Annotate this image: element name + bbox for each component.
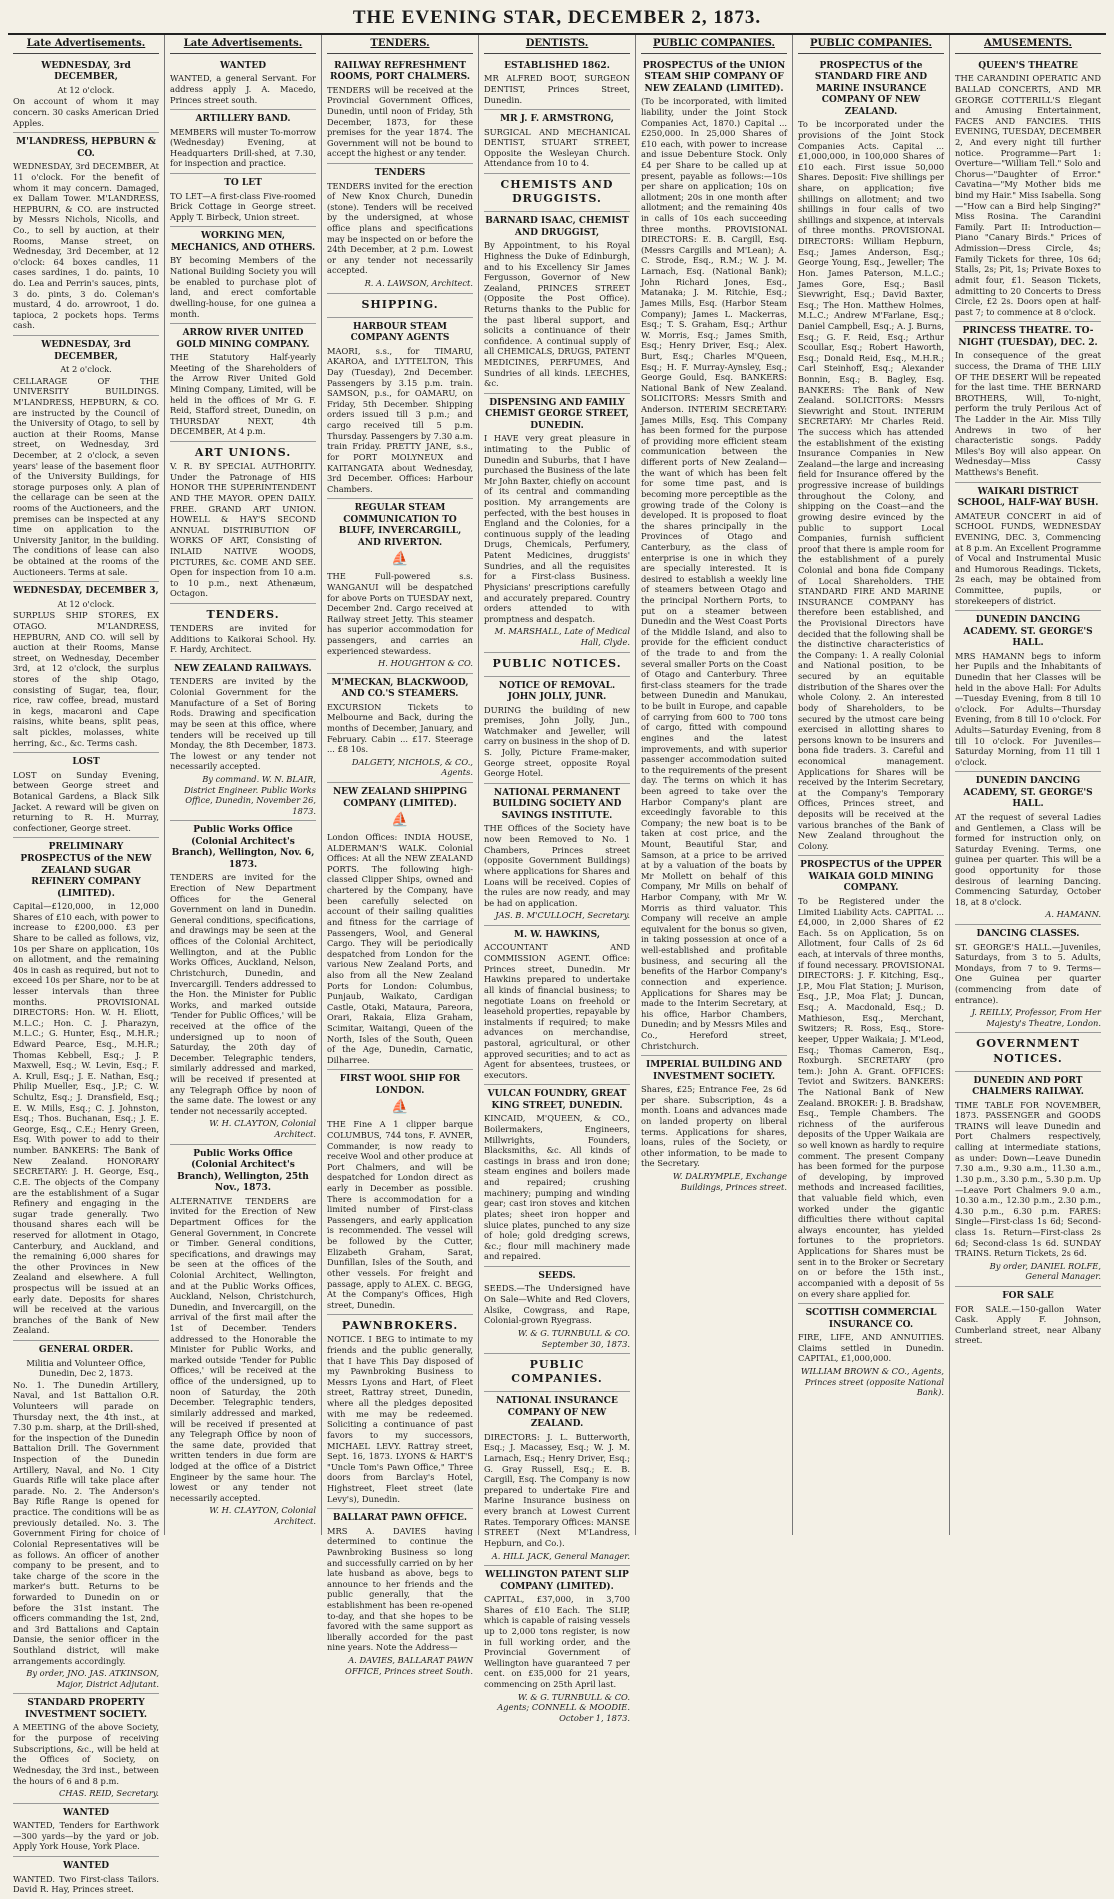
ad-title: WEDNESDAY, 3rd DECEMBER,: [41, 340, 131, 362]
ad-body: London Offices: INDIA HOUSE, ALDERMAN'S WALK. Colonial Offices: At all the NEW ZEALAND PORTS. The following high-classed Clipper Ships, owned and chartered by the Company, have been carefully selected on account of their sailing qualities and fitness for the carriage of Passengers, Wool, and General Cargo. They will be periodically despatched from London for the various New Zealand Ports, and also from all the New Zealand Ports for London: Columbus, Punjaub, Waikato, Cardigan Castle, Otaki, Mataura, Pareora, Orari, Rakaia, Eliza Graham, Scimitar, Waitangi, Queen of the North, Isles of the South, Queen of the Age, Dunedin, Carnatic, Dilharree.: [327, 832, 473, 1065]
column-header: TENDERS.: [327, 37, 473, 54]
ad-subtitle: At 12 o'clock.: [57, 598, 115, 609]
ad-title: STANDARD PROPERTY INVESTMENT SOCIETY.: [24, 1698, 148, 1720]
ad-body: A MEETING of the above Society, for the purpose of receiving Subscriptions, &c., will be held at the Offices of Society, on Wednesday, the 3rd inst., between the hours of 6 and 8 p.m.: [13, 1722, 159, 1786]
ad-title: WANTED: [62, 1861, 110, 1872]
advertisement: [955, 772, 1101, 925]
column-5: [636, 35, 793, 1535]
advertisement: [170, 604, 316, 660]
ad-body: MR ALFRED BOOT, SURGEON DENTIST, Princes Street, Dunedin.: [484, 73, 630, 105]
column-3: [322, 35, 479, 1676]
ad-signature: By command. W. N. BLAIR, District Engineer. Public Works Office, Dunedin, November 26, 1873.: [183, 773, 316, 816]
ad-title: TENDERS: [374, 168, 426, 179]
ad-body: TIME TABLE FOR NOVEMBER, 1873. PASSENGER and GOODS TRAINS will leave Dunedin and Port Chalmers respectively, calling at intermediate stations, as under: Down—Leave Dunedin 7.30 a.m., 9.30 a.m., 11.30 a.m., 1.30 p.m., 3.30 p.m., 5.30 p.m. Up—Leave Port Chalmers 9.0 a.m., 10.30 a.m., 12.30 p.m., 2.30 p.m., 4.30 p.m., 6.30 p.m. FARES: Single—First-class 1s 6d; Second-class 1s. Return—First-class 2s 6d; Second-class 1s 6d. SUNDAY TRAINS. Return Tickets, 2s 6d.: [955, 1099, 1101, 1259]
ad-title: M'MECKAN, BLACKWOOD, AND CO.'S STEAMERS.: [331, 677, 469, 700]
advertisement: [13, 753, 159, 838]
ad-body: WEDNESDAY, 3rd DECEMBER, At 11 o'clock. For the benefit of whom it may concern. Damaged, ex Dallam Tower. M'LANDRESS, HEPBURN, & CO. are instructed by Messrs Nichols, Nicolls, and Co., to sell by auction, at their Rooms, Manse street, on Wednesday, 3rd December, at 12 o'clock: 64 boxes candles, 11 cases sardines, 1 do. paints, 10 do. Lea and Perrin's sauces, pints, 3 do. pints, 3 do. Coleman's mustard, 4 do. arrowroot, 1 do. tapioca, 2 pockets hops. Terms cash.: [13, 161, 159, 331]
advertisement: [13, 1341, 159, 1694]
ad-body: THE Fine A 1 clipper barque COLUMBUS, 744 tons, F. AVNER, Commander, is now ready to receive Wool and other produce at Port Chalmers, and will be despatched for London direct as early in December as possible. There is accommodation for a limited number of First-class Passengers, and early application is recommended. The vessel will be followed by the Cutter, Elizabeth Graham, Sarat, Dunfillan, Isles of the South, and other vessels. For freight and passage, apply to ALEX. C. BEGG, At the Company's Offices, High street, Dunedin.: [327, 1119, 473, 1310]
ad-body: WANTED, Tenders for Earthwork—300 yards—by the yard or job. Apply York House, York Place.: [13, 1820, 159, 1852]
ad-body: DURING the building of new premises, John Jolly, Jun., Watchmaker and Jeweller, will carry on business in the shop of D. S. Jolly, Picture Frame-maker, George street, opposite Royal George Hotel.: [484, 704, 630, 779]
ad-body: AMATEUR CONCERT in aid of SCHOOL FUNDS, WEDNESDAY EVENING, DEC. 3, Commencing at 8 p.m. An Excellent Programme of Vocal and Instrumental Music and Humorous Readings. Tickets, 2s each, may be obtained from Committee, pupils, or storekeepers of district.: [955, 510, 1101, 606]
advertisement: [798, 57, 944, 857]
ad-body: Shares, £25; Entrance Fee, 2s 6d per share. Subscription, 4s a month. Loans and advances made on landed property on liberal terms. Applications for shares, loans, rules of the Society, or other information, to be made to the Secretary.: [641, 1084, 787, 1169]
advertisement: [641, 57, 787, 1056]
column-header: DENTISTS.: [484, 37, 630, 54]
ad-body: To be incorporated under the provisions of the Joint Stock Companies Acts. Capital ... £1,000,000, in 100,000 Shares of £10 each. First issue 50,000 Shares. Deposit: Five shillings per share, on application; five shillings on allotment; and two shillings in four calls of two shillings and sixpence, at intervals of three months. PROVISIONAL DIRECTORS: William Hepburn, Esq.; James Anderson, Esq.; George Young, Esq., Jeweller; The Hon. James Paterson, M.L.C.; James Gore, Esq.; Basil Sievwright, Esq.; David Baxter, Esq.; The Hon. Matthew Holmes, M.L.C.; Andrew M'Farlane, Esq.; Daniel Campbell, Esq.; A. J. Burns, Esq.; G. F. Reid, Esq.; Arthur Scoullar, Esq.; Robert Haworth, Esq.; Donald Reid, Esq., M.H.R.; Carl Steinhoff, Esq.; Alexander Bonnin, Esq.; B. Bagley, Esq. BANKERS: The Bank of New Zealand. SOLICITORS: Messrs Sievwright and Stout. INTERIM SECRETARY: Mr Charles Reid. The success which has attended the establishment of the existing Insurance Companies in New Zealand—the large and increasing field for Insurance offered by the progressive increase of buildings throughout the Colony, and shipping on the Coast—and the growing desire evinced by the public to support Local Companies, furnish sufficient proof that there is ample room for the establishment of a purely Colonial and bona fide Company of Local Shareholders. THE STANDARD FIRE AND MARINE INSURANCE COMPANY has therefore been established, and the Provisional Directors have decided that the following shall be the distinctive characteristics of the Company: 1. A really Colonial and National position, to be secured by an equitable distribution of the Shares over the whole Colony. 2. An interested body of Shareholders, to be secured by the utmost care being exercised in allotting shares to persons known to be insurers and bona fide traders. 3. Careful and economical management. Applications for Shares will be received by the Interim Secretary, at the Company's Temporary Offices, Princes street, and deposits will be received at the various branches of the Bank of New Zealand throughout the Colony.: [798, 119, 944, 851]
ad-signature: A. HAMANN.: [1045, 909, 1101, 920]
advertisement: [13, 1694, 159, 1803]
advertisement: [955, 611, 1101, 772]
advertisement: [13, 838, 159, 1341]
ad-title: PRELIMINARY PROSPECTUS of the NEW ZEALAND SUGAR REFINERY COMPANY (LIMITED).: [20, 842, 152, 899]
ad-body: On account of whom it may concern. 30 casks American Dried Apples.: [13, 96, 159, 128]
columns-container: [8, 35, 1106, 1895]
advertisement: [484, 174, 630, 212]
ad-body: WANTED. Two First-class Tailors. David R. Hay, Princes street.: [13, 1873, 159, 1895]
ad-body: SURPLUS SHIP STORES, EX OTAGO. M'LANDRESS, HEPBURN, AND CO. will sell by auction at their Rooms, Manse street, on Wednesday, December 3rd, at 12 o'clock, the surplus stores of the ship Otago, consisting of Sugar, tea, flour, rice, raw coffee, bread, mustard in kegs, macaroni and Cape raisins, white beans, split peas, salt pickles, molasses, white herring, &c., &c. Terms cash.: [13, 610, 159, 748]
ad-title: MR J. F. ARMSTRONG,: [500, 114, 614, 125]
ad-title: Public Works Office (Colonial Architect's Branch), Wellington, Nov. 6, 1873.: [171, 825, 315, 870]
section-heading: PUBLIC COMPANIES.: [511, 1358, 603, 1386]
ad-body: THE Offices of the Society have now been Removed to No. 1 Chambers, Princes street (opposite Government Buildings) where applications for Shares and Loans will be received. Copies of the rules are now ready, and may be had on application.: [484, 823, 630, 908]
ad-title: WELLINGTON PATENT SLIP COMPANY (LIMITED).: [485, 1570, 629, 1592]
ad-body: NOTICE. I BEG to intimate to my friends and the public generally, that I have This Day disposed of my Pawnbroking Business to Messrs Lyons and Hart, of Fleet street, Rattray street, Dunedin, where all the pledges deposited with me may be redeemed. Soliciting a continuance of past favors to my successors, MICHAEL LEVY. Rattray street, Sept. 16, 1873. LYONS & HART'S "Uncle Tom's Pawn Office," Three doors from Barclay's Hotel, Highstreet, Fleet street (late Levy's), Dunedin.: [327, 1334, 473, 1504]
advertisement: [955, 1072, 1101, 1287]
section-heading: PAWNBROKERS.: [341, 1319, 459, 1333]
ad-subtitle: Militia and Volunteer Office, Dunedin, Dec 2, 1873.: [26, 1357, 146, 1379]
ad-title: DUNEDIN DANCING ACADEMY, ST. GEORGE'S HALL.: [963, 776, 1093, 810]
ad-signature: M. MARSHALL, Late of Medical Hall, Clyde.: [494, 626, 630, 647]
advertisement: [484, 212, 630, 394]
ad-body: TENDERS are invited by the Colonial Government for the Manufacture of a Set of Boring Rods. Drawing and specification may be seen at this office, where tenders will be received up till Monday, the 8th December, 1873. The lowest or any tender not necessarily accepted.: [170, 676, 316, 772]
column-2: [165, 35, 322, 1535]
advertisement: [170, 110, 316, 174]
ad-body: MRS A. DAVIES having determined to continue the Pawnbroking Business so long and successfully carried on by her late husband as above, begs to announce to her friends and the public generally, that the establishment has been re-opened to-day, and that she hopes to be favored with the same support as liberally accorded for the past nine years. Note the Address—: [327, 1525, 473, 1653]
ad-signature: W. & G. TURNBULL & CO. September 30, 1873.: [517, 1327, 630, 1349]
ad-title: DANCING CLASSES.: [976, 929, 1080, 940]
ad-title: DUNEDIN AND PORT CHALMERS RAILWAY.: [972, 1075, 1084, 1098]
ad-signature: By order, JNO. JAS. ATKINSON, Major, District Adjutant.: [26, 1668, 159, 1689]
advertisement: [170, 1145, 316, 1531]
advertisement: [484, 1267, 630, 1354]
ad-signature: A. DAVIES, BALLARAT PAWN OFFICE, Princes street South.: [345, 1655, 473, 1676]
column-6: [793, 35, 950, 1535]
ad-body: MAORI, s.s., for TIMARU, AKAROA, and LYTTELTON, This Day (Tuesday), 2nd December. Passengers by 3.15 p.m. train. SAMSON, p.s., for OAMARU, on Friday, 5th December. Shipping orders issued till 3 p.m.; and cargo received till 5 p.m. Thursday. Passengers by 7.30 a.m. train Friday. PRETTY JANE, s.s., for PORT MOLYNEUX and KAITANGATA about Wednesday, 3rd December. Offices: Harbour Chambers.: [327, 345, 473, 494]
ad-body: EXCURSION Tickets to Melbourne and Back, during the months of December, January, and February. Cabin ... £17. Steerage ... £8 10s.: [327, 701, 473, 755]
ad-title: NEW ZEALAND RAILWAYS.: [174, 663, 312, 674]
advertisement: [327, 57, 473, 164]
ad-signature: W. & G. TURNBULL & CO. Agents; CONNELL & MOODIE. October 1, 1873.: [497, 1691, 630, 1723]
ad-body: MRS HAMANN begs to inform her Pupils and the Inhabitants of Dunedin that her Classes will be held in the above Hall: For Adults—Tuesday Evening, from 8 till 10 o'clock. For Adults—Thursday Evening, from 8 till 10 o'clock. For Adults—Saturday Evening, from 8 till 10 o'clock. For Juveniles—Saturday Morning, from 11 till 1 o'clock.: [955, 650, 1101, 767]
advertisement: [170, 821, 316, 1144]
advertisement: [13, 582, 159, 753]
advertisement: [484, 57, 630, 110]
advertisement: [955, 322, 1101, 482]
ship-icon: ⛵: [391, 551, 409, 568]
ad-body: FOR SALE.—150-gallon Water Cask. Apply F. Johnson, Cumberland street, near Albany street.: [955, 1303, 1101, 1346]
advertisement: [955, 1033, 1101, 1071]
ship-icon: ⛵: [391, 1099, 409, 1116]
ad-title: WANTED: [219, 60, 267, 71]
ad-title: QUEEN'S THEATRE: [978, 60, 1078, 71]
ad-title: RAILWAY REFRESHMENT ROOMS, PORT CHALMERS.: [330, 60, 470, 83]
ad-title: ARROW RIVER UNITED GOLD MINING COMPANY.: [176, 328, 310, 350]
ad-title: LOST: [72, 757, 100, 768]
ad-body: (To be incorporated, with limited liability, under the Joint Stock Companies Act, 1870.) Capital ... £250,000. In 25,000 Shares of £10 each, with power to increase and issue Debenture Stock. Only £4 per Share to be called up at present, payable as follows:—10s per share on application; 10s on allotment; 20s in one month after allotment; and the remaining 40s in calls of 10s each succeeding three months. PROVISIONAL DIRECTORS: E. B. Cargill, Esq. (Messrs Cargills and M'Lean); A. C. Strode, Esq., R.M.; W. J. M. Larnach, Esq. (National Bank); John Richard Jones, Esq., Matanaka; J. M. Ritchie, Esq.; James Mills, Esq. (Harbor Steam Company); James L. Mackerras, Esq.; T. S. Graham, Esq.; Arthur W. Morris, Esq.; James Smith, Esq.; Henry Driver, Esq.; Alex. Burt, Esq.; Charles M'Queen, Esq.; H. F. Murray-Aynsley, Esq.; George Gould, Esq. BANKERS: National Bank of New Zealand. SOLICITORS: Messrs Smith and Anderson. INTERIM SECRETARY: James Mills, Esq. This Company has been formed for the purpose of providing more efficient steam communication between the different ports of New Zealand—the want of which has been felt for some time past, and is becoming more perceptible as the growing trade of the Colony is developed. It is proposed to float the shares principally in the Provinces of Otago and Canterbury, as the class of enterprise is one in which they are specially interested. It is desired to establish a weekly line of steamers between Otago and the principal Northern Ports, to put on a steamer between Dunedin and the West Coast Ports of the Middle Island, and also to provide for the efficient conduct of the trade to and from the several smaller Ports on the Coast of Otago and Canterbury. Three first-class steamers for the trade between Dunedin and Manukau, to be built in Europe, and capable of carrying from 600 to 700 tons of cargo, fitted with compound engines and the latest improvements, and with superior passenger accommodation suited to the requirements of the present day. The terms on which it has been agreed to take over the Harbor Company's plant are exceedingly favorable to this Company; the new boat is to be taken at cost price, and the Mount, Beautiful Star, and Samson, at a price to be arrived at by a valuation of the boats by Mr Mollett on behalf of this Company, Mr Mills on behalf of Harbor Company, with Mr W. Morris as third valuator. This Company will receive an ample equivalent for the bonus so given, in taking possession at once of a well-established and profitable business, and securing all the benefits of the Harbor Company's connection and experience. Applications for Shares may be made to the Interim Secretary, at his office, Harbor Chambers, Dunedin; and by Messrs Miles and Co., Hereford street, Christchurch.: [641, 96, 787, 1051]
advertisement: [484, 653, 630, 677]
ad-title: PROSPECTUS of the UPPER WAIKAIA GOLD MINING COMPANY.: [800, 860, 942, 894]
advertisement: [484, 110, 630, 174]
ad-body: FIRE, LIFE, AND ANNUITIES. Claims settled in Dunedin. CAPITAL, £1,000,000.: [798, 1332, 944, 1364]
ad-signature: WILLIAM BROWN & CO., Agents, Princes street (opposite National Bank).: [800, 1365, 944, 1398]
advertisement: [327, 499, 473, 673]
ad-body: ALTERNATIVE TENDERS are invited for the Erection of New Department Offices for the General Government, in Concrete or Timber. General conditions, specifications, and drawings may be seen at the offices of the Colonial Architect, Wellington, and at the Public Works Offices, Auckland, Nelson, Christchurch, Dunedin, and Invercargill, on the arrival of the first mail after the 1st of December. Tenders addressed to the Honorable the Minister for Public Works, and marked outside 'Tender for Public Offices,' will be received at the office of the undersigned, up to noon of Saturday, the 20th December. Telegraphic tenders, similarly addressed and marked, will be received if presented at any Telegraph Office by noon of the same date, provided that written tenders in due form are lodged at the office of a District Engineer by the same hour. The lowest or any tender not necessarily accepted.: [170, 1195, 316, 1503]
ad-title: M'LANDRESS, HEPBURN & CO.: [16, 137, 156, 159]
ad-subtitle: At 12 o'clock.: [57, 84, 115, 95]
advertisement: [327, 1070, 473, 1315]
column-7: [950, 35, 1106, 1535]
advertisement: [484, 926, 630, 1085]
column-header: Late Advertisements.: [13, 37, 159, 54]
ad-signature: By order, DANIEL ROLFE, General Manager.: [989, 1260, 1101, 1282]
ad-title: ESTABLISHED 1862.: [504, 60, 610, 71]
ad-title: HARBOUR STEAM COMPANY AGENTS: [350, 321, 450, 344]
ad-body: No. 1. The Dunedin Artillery, Naval, and 1st Battalion O.R. Volunteers will parade on Thursday next, the 4th inst., at 7.30 p.m. sharp, at the Drill-shed, for the inspection of the Dunedin Battalion Drill. The Government Inspection of the Dunedin Artillery, Naval, and No. 1 City Guards Rifle will take place after parade. No. 2. The Anderson's Bay Rifle Range is opened for practice. The conditions will be as previously detailed. No. 3. The Government Firing for choice of Colonial Representatives will be as follows. An officer of another company to be present, and to take charge of the score in the marker's butt. Returns to be forwarded to Dunedin on or before the 31st instant. The officers commanding the 1st, 2nd, and 3rd Battalions and Captain Dansie, the senior officer in the Southland district, will make arrangements accordingly.: [13, 1379, 159, 1666]
ad-title: VULCAN FOUNDRY, GREAT KING STREET, DUNEDIN.: [487, 1089, 627, 1111]
column-header: PUBLIC COMPANIES.: [798, 37, 944, 54]
ad-body: TENDERS will be received at the Provincial Government Offices, Dunedin, until noon of Friday, 5th December, 1873, for these premises for the year 1874. The Government will not be bound to accept the highest or any tender.: [327, 84, 473, 159]
ship-icon: ⛵: [391, 812, 409, 829]
section-heading: GOVERNMENT NOTICES.: [976, 1037, 1080, 1065]
ad-title: SCOTTISH COMMERCIAL INSURANCE CO.: [805, 1308, 937, 1330]
ad-title: WAIKARI DISTRICT SCHOOL, HALF-WAY BUSH.: [957, 486, 1099, 509]
advertisement: [484, 1566, 630, 1727]
ad-title: PROSPECTUS of the STANDARD FIRE AND MARINE INSURANCE COMPANY OF NEW ZEALAND.: [814, 60, 928, 117]
ad-signature: W. H. CLAYTON, Colonial Architect.: [209, 1118, 316, 1140]
advertisement: [798, 856, 944, 1304]
ad-title: REGULAR STEAM COMMUNICATION TO BLUFF, INVERCARGILL, AND RIVERTON.: [338, 503, 462, 548]
ad-title: WANTED: [62, 1807, 110, 1818]
section-heading: CHEMISTS AND DRUGGISTS.: [500, 178, 614, 206]
advertisement: [327, 1315, 473, 1509]
ad-body: I HAVE very great pleasure in intimating to the Public of Dunedin and Suburbs, that I have purchased the Business of the late Mr John Baxter, chiefly on account of its central and commanding position. My arrangements are perfected, with the best houses in England and the Colonies, for a continuous supply of the leading Drugs, Chemicals, Perfumery, Patent Medicines, druggists' Sundries, and all the requisites for a First-class Business. Physicians' prescriptions carefully and accurately prepared. Country orders attended to with promptness and despatch.: [484, 433, 630, 624]
advertisement: [170, 174, 316, 227]
ad-body: THE Full-powered s.s. WANGANUI will be despatched for above Ports on TUESDAY next, December 2nd. Cargo received at Railway street Jetty. This steamer has superior accommodation for passengers, and carries an experienced stewardess.: [327, 571, 473, 656]
masthead: THE EVENING STAR, DECEMBER 2, 1873.: [8, 4, 1106, 35]
ad-title: WEDNESDAY, 3rd DECEMBER,: [41, 60, 131, 83]
advertisement: [170, 227, 316, 324]
ad-body: Capital—£120,000, in 12,000 Shares of £10 each, with power to increase to £200,000. £3 per Share to be called as follows, viz, 10s per Share on application, 10s on allotment, and the remaining 40s in cash as required, but not to exceed 10s per Share, nor to be at lesser intervals than three months. PROVISIONAL DIRECTORS: Hon. W. H. Eliott, M.L.C.; Hon. C. J. Pharazyn, M.L.C.; G. Hunter, Esq., M.H.R.; Edward Pearce, Esq., M.H.R.; Thomas Kebbell, Esq.; J. P. Maxwell, Esq.; W. Levin, Esq.; F. A. Krull, Esq.; J. E. Nathan, Esq.; Philip Mueller, Esq., J.P.; C. W. Schultz, Esq.; J. Dransfield, Esq.; E. W. Mills, Esq.; C. J. Johnston, Esq.; Thos. Buchanan, Esq.; J. E. George, Esq., C.E.; Henry Green, Esq. With power to add to their number. BANKERS: The Bank of New Zealand. HONORARY SECRETARY: J. H. George, Esq., C.E. The objects of the Company are the establishment of a Sugar Refinery and engaging in the sugar trade generally. Two thousand shares each will be reserved for allotment in Otago, Canterbury, and Auckland, and the remaining 6,000 shares for the other Provinces in New Zealand and elsewhere. A full prospectus will be issued at an early date. Deposits for shares will be received at the various branches of the Bank of New Zealand.: [13, 901, 159, 1336]
advertisement: [170, 57, 316, 110]
column-4: [479, 35, 636, 1723]
advertisement: [484, 784, 630, 926]
ad-title: WEDNESDAY, DECEMBER 3,: [13, 586, 159, 597]
advertisement: [955, 57, 1101, 323]
ad-signature: CHAS. REID, Secretary.: [58, 1788, 159, 1799]
ad-title: GENERAL ORDER.: [38, 1345, 134, 1356]
ad-signature: JAS. B. M'CULLOCH, Secretary.: [495, 910, 630, 921]
ad-title: NEW ZEALAND SHIPPING COMPANY (LIMITED).: [332, 787, 468, 809]
advertisement: [484, 1392, 630, 1566]
section-heading: ART UNIONS.: [194, 446, 292, 460]
ad-body: LOST on Sunday Evening, between George street and Botanical Gardens, a Black Silk Jacket. A reward will be given on returning to R. H. Murray, confectioner, George street.: [13, 769, 159, 833]
ad-title: SEEDS.: [538, 1270, 576, 1281]
section-heading: TENDERS.: [206, 608, 280, 622]
section-heading: PUBLIC NOTICES.: [492, 656, 622, 670]
ad-body: TENDERS invited for the erection of New Knox Church, Dunedin (stone). Tenders will be received by the undersigned, at whose office plans and specifications may be inspected on or before the 24th December, at 2 p.m. Lowest or any tender not necessarily accepted.: [327, 180, 473, 276]
ad-subtitle: At 2 o'clock.: [60, 364, 112, 375]
ad-body: In consequence of the great success, the Drama of THE LILY OF THE DESERT Will be repeated for the last time. THE BERNARD BROTHERS, Will, To-night, perform the truly Perilous Act of The Ladder in the Air. Miss Tilly Andrews in two of her characteristic songs. Paddy Miles's Boy will also appear. On Wednesday—Miss Cassy Matthews's Benefit.: [955, 350, 1101, 478]
ad-signature: W. DALRYMPLE, Exchange Buildings, Princes street.: [672, 1171, 787, 1192]
advertisement: [327, 783, 473, 1070]
ad-title: TO LET: [224, 178, 262, 189]
ad-body: To be Registered under the Limited Liability Acts. CAPITAL ... £4,000, in 2,000 Shares of £2 Each. 5s on Application, 5s on Allotment, four Calls of 2s 6d each, at intervals of three months, if found necessary. PROVISIONAL DIRECTORS: J. F. Kitching, Esq., J.P., Mou Flat Station; J. Murison, Esq., J.P., Moa Flat; J. Duncan, Esq.; A. Macdonald, Esq.; D. Mathieson, Esq., Merchant, Switzers; R. Ross, Esq., Store-keeper, Upper Waikaia; J. M'Leod, Esq.; Thomas Cameron, Esq., Roxburgh. SECRETARY (pro tem.): John A. Grant. OFFICES: Teviot and Switzers. BANKERS: The National Bank of New Zealand. BROKER: J. B. Bradshaw, Esq., Temple Chambers. The richness of the auriferous deposits of the Upper Waikaia are so well known as hardly to require comment. The present Company has been formed for the purpose of developing, by improved methods and increased facilities, that valuable field which, even worked under the gigantic difficulties there without capital always encounter, has yielded fortunes to the proprietors. Applications for Shares must be sent in to the Broker or Secretary on or before the 15th inst., accompanied with a deposit of 5s on every share applied for.: [798, 895, 944, 1299]
ad-title: M. W. HAWKINS,: [514, 929, 600, 940]
ad-title: NATIONAL INSURANCE COMPANY OF NEW ZEALAND.: [496, 1396, 618, 1430]
ad-body: CELLARAGE OF THE UNIVERSITY BUILDINGS. M'LANDRESS, HEPBURN, & CO. are instructed by the Council of the University of Otago, to sell by auction at their Rooms, Manse street, on Wednesday, 3rd December, at 2 o'clock, a seven years' lease of the basement floor of the University Buildings, for storage purposes only. A plan of the cellarage can be seen at the rooms of the Auctioneers, and the premises can be inspected at any time on application to the University Janitor, in the building. The conditions of lease can also be obtained at the rooms of the Auctioneers. Terms at sale.: [13, 375, 159, 577]
ad-title: ARTILLERY BAND.: [195, 114, 291, 125]
ad-body: SEEDS.—The Undersigned have On Sale—White and Red Clovers, Alsike, Cowgrass, and Rape, Colonial-grown Ryegrass.: [484, 1283, 630, 1326]
ad-title: PRINCESS THEATRE. TO-NIGHT (TUESDAY), DEC. 2.: [958, 326, 1098, 348]
ad-body: THE CARANDINI OPERATIC AND BALLAD CONCERTS, AND MR GEORGE COTTERILL'S Elegant and Amusing Entertainment, FACES AND FANCIES. THIS EVENING, TUESDAY, DECEMBER 2, And every night till further notice. Programme—Part 1: Overture—"William Tell." Solo and Chorus—"Daughter of Error." Cavatina—"My Mother bids me bind my Hair." Miss Isabella. Song—"How can a Bird help Singing?" Miss Rosina. The Carandini Family. Part II: Introduction—Piano "Canary Birds." Prices of Admission—Dress Circle, 4s; Family Tickets for three, 10s 6d; Stalls, 2s; Pit, 1s; Private Boxes to admit four, £1. Season Tickets, admitting to 20 Concerts to Dress Circle, £2 2s. Doors open at half-past 7; to commence at 8 o'clock.: [955, 73, 1101, 317]
ad-title: DUNEDIN DANCING ACADEMY. ST. GEORGE'S HALL.: [963, 615, 1093, 649]
ad-title: Public Works Office (Colonial Architect's Branch), Wellington, 25th Nov., 1873.: [177, 1148, 309, 1194]
advertisement: [13, 1804, 159, 1857]
advertisement: [13, 1857, 159, 1899]
ad-title: IMPERIAL BUILDING AND INVESTMENT SOCIETY.: [645, 1060, 782, 1082]
ad-body: SURGICAL AND MECHANICAL DENTIST, STUART STREET, Opposite the Wesleyan Church. Attendance from 10 to 4.: [484, 126, 630, 169]
advertisement: [641, 1056, 787, 1196]
column-header: AMUSEMENTS.: [955, 37, 1101, 54]
column-header: Late Advertisements.: [170, 37, 316, 54]
ad-body: ST. GEORGE'S HALL.—Juveniles, Saturdays, from 3 to 5. Adults, Mondays, from 7 to 9. Terms—One Guinea per quarter (commencing from date of entrance).: [955, 941, 1101, 1005]
ad-signature: H. HOUGHTON & CO.: [378, 658, 473, 669]
ad-title: NATIONAL PERMANENT BUILDING SOCIETY AND SAVINGS INSTITUTE.: [492, 787, 622, 821]
ad-body: CAPITAL, £37,000, in 3,700 Shares of £10 Each. The SLIP, which is capable of raising vessels up to 2,000 tons register, is now in full working order, and the Provincial Government of Wellington have guaranteed 7 per cent. on £35,000 for 21 years, commencing on 25th April last.: [484, 1594, 630, 1690]
advertisement: [955, 483, 1101, 612]
advertisement: [798, 1304, 944, 1402]
advertisement: [955, 1287, 1101, 1350]
ad-body: DIRECTORS: J. L. Butterworth, Esq.; J. Macassey, Esq.; W. J. M. Larnach, Esq.; Henry Driver, Esq.; G. Gray Russell, Esq.; E. B. Cargill, Esq. The Company is now prepared to undertake Fire and Marine Insurance business on every branch at Lowest Current Rates. Temporary Offices: MANSE STREET (Next M'Landress, Hepburn, and Co.).: [484, 1431, 630, 1548]
ad-body: KINCAID, M'QUEEN, & CO., Boilermakers, Engineers, Millwrights, Founders, Blacksmiths, &c. All kinds of castings in brass and iron done; steam engines and boilers made and repaired; crushing machinery; pumping and winding gear; cast iron stoves and kitchen plates; sheet iron hopper and sluice plates, punched to any size of hole; gold dredging screws, &c.; flour mill machinery made and repaired.: [484, 1113, 630, 1262]
advertisement: [327, 1509, 473, 1680]
advertisement: [484, 394, 630, 653]
advertisement: [170, 324, 316, 442]
ad-signature: R. A. LAWSON, Architect.: [364, 278, 473, 289]
ad-title: BARNARD ISAAC, CHEMIST AND DRUGGIST,: [485, 216, 629, 238]
advertisement: [13, 336, 159, 582]
ad-signature: DALGETY, NICHOLS, & CO., Agents.: [351, 756, 473, 778]
ad-body: BY becoming Members of the National Building Society you will be enabled to purchase plot of land, and erect comfortable dwelling-house, for one guinea a month.: [170, 255, 316, 319]
ad-body: TO LET—A first-class Five-roomed Brick Cottage in George street. Apply T. Birbeck, Union street.: [170, 190, 316, 222]
ad-title: WORKING MEN, MECHANICS, AND OTHERS.: [170, 231, 316, 253]
advertisement: [327, 674, 473, 783]
ad-title: PROSPECTUS of the UNION STEAM SHIP COMPANY OF NEW ZEALAND (LIMITED).: [642, 60, 786, 94]
column-header: PUBLIC COMPANIES.: [641, 37, 787, 54]
ad-title: FOR SALE: [1002, 1291, 1054, 1302]
ad-body: THE Statutory Half-yearly Meeting of the Shareholders of the Arrow River United Gold Mining Company, Limited, will be held in the offices of Mr G. F. Reid, Stafford street, Dunedin, on THURSDAY NEXT, 4th DECEMBER, At 4 p.m.: [170, 352, 316, 437]
ad-body: AT the request of several Ladies and Gentlemen, a Class will be formed for instruction only, on Saturday Evening. Terms, one guinea per quarter. This will be a good opportunity for those desirous of learning Dancing. Commencing Saturday, October 18, at 8 o'clock.: [955, 811, 1101, 907]
ad-body: MEMBERS will muster To-morrow (Wednesday) Evening, at Headquarters Drill-shed, at 7.30, for inspection and practice.: [170, 126, 316, 169]
section-heading: SHIPPING.: [361, 297, 439, 311]
advertisement: [13, 133, 159, 336]
ad-signature: J. REILLY, Professor, From Her Majesty's Theatre, London.: [971, 1007, 1101, 1028]
advertisement: [327, 294, 473, 318]
ad-body: TENDERS are invited for Additions to Kaikorai School. Hy. F. Hardy, Architect.: [170, 623, 316, 655]
advertisement: [484, 1085, 630, 1267]
ad-title: NOTICE OF REMOVAL. JOHN JOLLY, JUNR.: [498, 680, 616, 703]
ad-body: By Appointment, to his Royal Highness the Duke of Edinburgh, and to his Excellency Sir James Fergusson, Governor of New Zealand, PRINCES STREET (Opposite the Post Office). Returns thanks to the Public for the past liberal support, and solicits a continuance of their confidence. A continual supply of all CHEMICALS, DRUGS, PATENT MEDICINES, PERFUMES, And Sundries of all kinds. LEECHES, &c.: [484, 240, 630, 389]
ad-body: ACCOUNTANT AND COMMISSION AGENT. Office: Princes street, Dunedin. Mr Hawkins prepared to undertake all kinds of financial business; to negotiate Loans on freehold or leasehold properties, repayable by instalments if required; to make advances on merchandise, pastoral, agricultural, or other approved securities; and to act as Agent for absentees, trustees, or executors.: [484, 942, 630, 1080]
ad-body: TENDERS are invited for the Erection of New Department Offices for the General Government on land in Dunedin. General conditions, specifications, and drawings may be seen at the offices of the Colonial Architect, Wellington, and at the Public Works Offices, Auckland, Nelson, Christchurch, Dunedin, and Invercargill. Tenders addressed to the Hon. the Minister for Public Works, and marked outside 'Tender for Public Offices,' will be received at the office of the undersigned up to noon of Saturday, the 20th day of December. Telegraphic tenders, similarly addressed and marked, will be received if presented at any Telegraph Office by noon of the same date. The lowest or any tender not necessarily accepted.: [170, 872, 316, 1116]
ad-body: V. R. BY SPECIAL AUTHORITY. Under the Patronage of HIS HONOR THE SUPERINTENDENT AND THE MAYOR. OPEN DAILY. FREE. GRAND ART UNION. HOWELL & HAY'S SECOND ANNUAL DISTRIBUTION OF WORKS OF ART, Consisting of INLAID NATIVE WOODS, PICTURES, &c. COME AND SEE. Open for inspection from 10 a.m. to 10 p.m., next Athenæum, Octagon.: [170, 461, 316, 599]
advertisement: [327, 164, 473, 294]
advertisement: [170, 660, 316, 821]
advertisement: [13, 57, 159, 133]
ad-body: WANTED, a general Servant. For address apply J. A. Macedo, Princes street south.: [170, 73, 316, 105]
ad-signature: A. HILL JACK, General Manager.: [491, 1550, 630, 1561]
ad-title: BALLARAT PAWN OFFICE.: [332, 1513, 468, 1524]
ad-title: FIRST WOOL SHIP FOR LONDON.: [339, 1074, 461, 1096]
ad-title: DISPENSING AND FAMILY CHEMIST GEORGE STREET, DUNEDIN.: [485, 397, 629, 431]
advertisement: [327, 318, 473, 500]
ad-signature: W. H. CLAYTON, Colonial Architect.: [209, 1505, 316, 1527]
column-1: [8, 35, 165, 1895]
advertisement: [484, 677, 630, 784]
advertisement: [955, 925, 1101, 1033]
advertisement: [170, 442, 316, 604]
advertisement: [484, 1354, 630, 1392]
